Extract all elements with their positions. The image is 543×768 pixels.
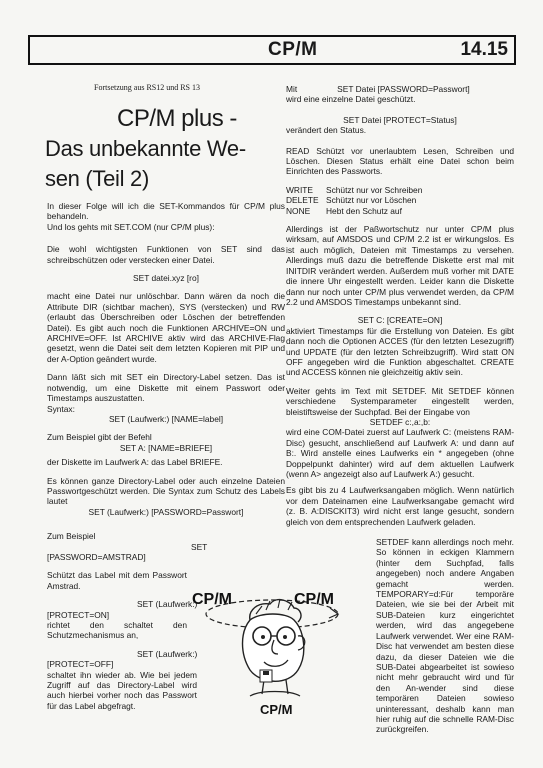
paragraph: READ Schützt vor unerlaubtem Lesen, Schreiben und Löschen. Diesen Status erhält eine Datei schon beim Einrichten des Passworts. [286,145,514,177]
paragraph: Allerdings ist der Paßwortschutz nur unter CP/M plus wirksam, auf AMSDOS und CP/M 2.2 ist er wirkungslos. Es ist auch möglich, Dateien mit Timestamps zu versehen. Allerdings muß dazu die betreffende Diskette erst mal mit INITDIR verändert werden. Außerdem muß vorher mit DATE die innere Uhr eingestellt werden. Leider kann die Diskette dann nur noch unter CP/M plus verwendet werden, da CP/M 2.2 und AMSDOS Timestamps unbekannt sind. [286,224,514,307]
continued-note: Fortsetzung aus RS12 und RS 13 [94,83,201,92]
headline-line-1: CP/M plus - [117,105,237,132]
command-line: SET (Laufwerk:) [137,648,198,659]
paragraph: Schützt das Label mit dem Passwort Amstrad. [47,570,187,591]
headline-line-3: sen (Teil 2) [45,166,149,191]
paragraph: Es können ganze Directory-Label oder auch einzelne Dateien Passwortgeschützt werden. Die Syntax zum Schutz des Labels lautet [47,475,285,507]
command-intro: Mit SET Datei [PASSWORD=Passwort] [286,84,470,94]
paragraph: Zum Beispiel [47,531,96,542]
command-line: SET Datei [PROTECT=Status] [343,114,457,125]
headline-line-2: Das unbekannte We- [45,136,246,161]
paragraph: richtet den schaltet den Schutzmechanismus an, [47,620,187,641]
paragraph: wird eine einzelne Datei geschützt. [286,94,416,105]
protect-modes-list [286,185,514,216]
paragraph: Zum Beispiel gibt der Befehl [47,432,152,443]
command-line: SETDEF c:,a:,b: [369,416,431,427]
paragraph: Es gibt bis zu 4 Laufwerksangaben möglich. Wenn natürlich vor dem Dateinamen eine Laufwerksangabe gemacht wird (z. B. A:DISCKIT3) wird nicht erst lange gesucht, sondern gleich von dem entsprechenden Laufwerk geladen. [286,485,514,527]
mode-write: WRITE Schützt nur vor Schreiben [286,184,423,195]
article-headline [45,104,285,194]
command-line: [PASSWORD=AMSTRAD] [47,551,146,562]
paragraph: schaltet ihn wieder ab. Wie bei jedem Zugriff auf das Directory-Label wird auch hierbei vorher noch das Passwort für das Label abgefragt. [47,669,197,711]
paragraph: verändert den Status. [286,125,367,136]
section-title: CP/M [268,39,318,60]
paragraph: wird eine COM-Datei zuerst auf Laufwerk C: (meistens RAM-Disc) gesucht, anschließend auf Laufwerk A: und dann auf B:. Wird anstelle eines Laufwerks ein * angegeben (ohne Doppelpunkt dahinter) wird auf dem aktuellen Laufwerk (wenn A> angezeigt also auf Laufwerk A:) gesucht. [286,427,514,479]
command-line: [PROTECT=OFF] [47,659,114,670]
command-line: SET datei.xyz [ro] [133,273,199,284]
graphic-label-bottom: CP/M [260,702,293,717]
page-number: 14.15 [460,39,508,60]
graphic-label-left: CP/M [192,591,232,608]
command-line: SET [191,541,208,552]
command-line: SET A: [NAME=BRIEFE] [119,442,213,453]
command-line: SET (Laufwerk:) [137,599,198,610]
paragraph: Und los gehts mit SET.COM (nur CP/M plus): [47,221,215,232]
paragraph: SETDEF kann allerdings noch mehr. So können in eckigen Klammern (hinter dem Suchpfad, falls angegeben) noch andere Angaben gemacht werden. TEMPORARY=d:Für temporäre Dateien, wie sie bei der Arbeit mit SUB-Dateien kurz eingerichtet werden, wird das angegebene Laufwerk verwendet. Wer eine RAM-Disc hat verwendet am besten diese dazu, da dieser Dateien wie die SUB-Datei abgearbeitet ist sowieso nicht mehr gebraucht wird und für den An-wender sind diese temporären Dateien sowieso uninteressant, deshalb kann man hier ruhig auf die schnelle RAM-Disc zurückgreifen. [376,537,514,735]
paragraph: macht eine Datei nur unlöschbar. Dann wären da noch die Attribute DIR (sichtbar machen), SYS (verstecken) und RW (erlaubt das Überschreiben oder Löschen der betreffenden Datei). Es gibt auch noch die Funktionen ARCHIVE=ON und ARCHIVE=OFF. Ist ARCHIVE aktiv wird das ARCHIVE-Flag gesetzt, wenn die Datei seit dem letzten Kopieren mit PIP und der A-Option geändert wurde. [47,291,285,364]
command-line: [PROTECT=ON] [47,609,110,620]
paragraph: Weiter gehts im Text mit SETDEF. Mit SETDEF können verschiedene Systemparameter eingestellt werden, bleistiftsweise der Suchpfad. Bei der Eingabe von [286,385,514,417]
paragraph: Die wohl wichtigsten Funktionen von SET sind das schreibschützen oder verstecken einer Datei. [47,244,285,265]
command-line: SET (Laufwerk:) [PASSWORD=Passwort] [88,506,244,517]
mode-none: NONE Hebt den Schutz auf [286,205,402,216]
paragraph: aktiviert Timestamps für die Erstellung von Dateien. Es gibt dann noch die Optionen ACCES (für den letzten Lesezugriff) und UPDATE (für den letzten Schreibzugriff). Wird statt ON OFF angegeben wird die Funktion abgeschaltet. CREATE und ACCESS können nie gleichzeitig aktiv sein. [286,325,514,378]
paragraph: der Diskette im Laufwerk A: das Label BRIEFE. [47,457,223,468]
paragraph: Dann läßt sich mit SET ein Directory-Label setzen. Das ist notwendig, um eine Diskette mit einem Passwort oder Timestamps auszustatten. [47,372,285,404]
page-header [28,35,516,65]
cpm-cartoon-graphic [190,574,356,724]
command-line: SET C: [CREATE=ON] [357,315,443,326]
label: Syntax: [47,403,75,414]
mode-delete: DELETE Schützt nur vor Löschen [286,195,417,206]
command-line: SET (Laufwerk:) [NAME=label] [108,413,224,424]
paragraph: In dieser Folge will ich die SET-Kommandos für CP/M plus behandeln. [47,201,285,222]
graphic-label-right: CP/M [294,591,334,608]
